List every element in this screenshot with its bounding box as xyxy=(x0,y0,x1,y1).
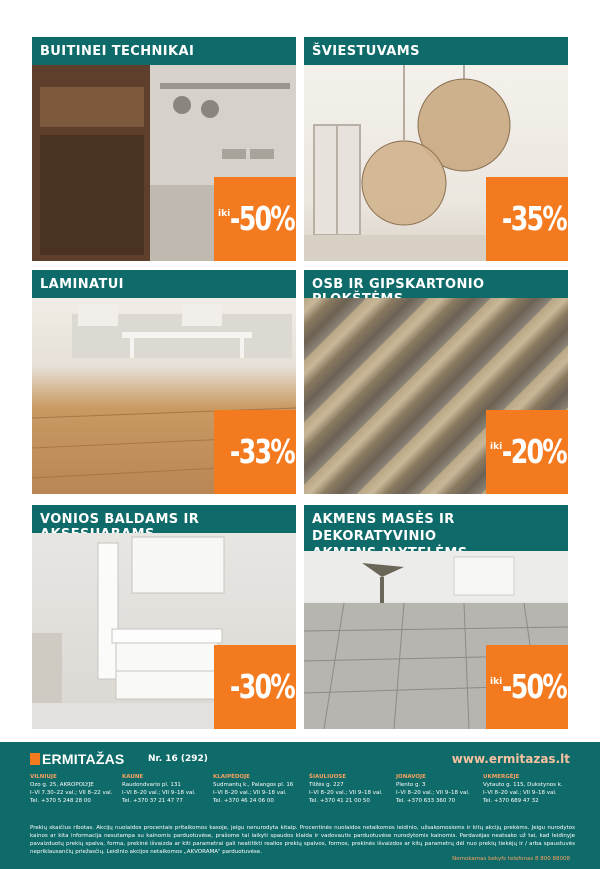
offer-title: BUITINEI TECHNIKAI xyxy=(32,37,296,65)
store-phone: Tel. +370 37 21 47 77 xyxy=(122,798,183,804)
store-item xyxy=(30,773,125,805)
store-address: Vytauto g. 115, Dukstynos k. xyxy=(483,782,563,788)
offer-card-lamps[interactable] xyxy=(304,37,568,261)
store-address: Tilžės g. 227 xyxy=(309,782,344,788)
website-link[interactable]: www.ermitazas.lt xyxy=(451,752,570,766)
logo-icon xyxy=(30,753,40,765)
store-address: Raudondvario pl. 131 xyxy=(122,782,181,788)
discount-value: -20% xyxy=(501,432,566,471)
store-city: VILNIUJE xyxy=(30,774,57,780)
store-phone: Tel. +370 46 24 06 00 xyxy=(213,798,274,804)
store-phone: Tel. +370 41 21 00 50 xyxy=(309,798,370,804)
discount-badge xyxy=(214,177,296,261)
discount-badge xyxy=(486,645,568,729)
store-city: KLAIPĖDOJE xyxy=(213,774,250,780)
store-hours: I–VI 7.30–22 val.; VII 8–22 val. xyxy=(30,790,113,796)
store-address: Plento g. 3 xyxy=(396,782,426,788)
store-hours: I–VI 8–20 val.; VII 9–18 val. xyxy=(309,790,383,796)
discount-badge xyxy=(486,410,568,494)
offer-title: LAMINATUI xyxy=(32,270,296,298)
offer-title xyxy=(304,505,568,551)
offer-title-line-1: AKMENS MASĖS IR DEKORATYVINIO xyxy=(312,512,455,544)
store-city: UKMERGĖJE xyxy=(483,774,520,780)
store-hours: I–VI 8–20 val.; VII 9–18 val. xyxy=(213,790,287,796)
brand-logo: ERMITAŽAS xyxy=(42,751,125,767)
offer-card-bathroom[interactable] xyxy=(32,505,296,729)
store-address: Ozo g. 25, AKROPOLYJE xyxy=(30,782,94,788)
discount-value: -30% xyxy=(229,667,294,706)
store-city: ŠIAULIUOSE xyxy=(309,774,346,780)
offer-card-laminate[interactable] xyxy=(32,270,296,494)
discount-prefix: iki xyxy=(490,677,503,687)
offer-title: OSB IR GIPSKARTONIO xyxy=(304,270,568,298)
store-city: KAUNE xyxy=(122,774,144,780)
store-item xyxy=(309,773,404,805)
store-item xyxy=(396,773,491,805)
discount-prefix: iki xyxy=(490,442,503,452)
offer-title: VONIOS BALDAMS IR xyxy=(32,505,296,533)
offer-card-appliances[interactable] xyxy=(32,37,296,261)
store-item xyxy=(483,773,578,805)
store-phone: Tel. +370 633 360 70 xyxy=(396,798,456,804)
disclaimer-text: Prekių skaičius ribotas. Akcijų nuolaidos procentais pritaikomos kasoje, jeigu nenurodyta kitaip. Procentinės nuolaidos netaikomos leidinio, užsakomosioms ir kitų akcijų prekėms. Jeigu nurodytos kainos ar kita informacija nesutampa su kainomis parduotuvėse, prašome tai laikyti spaudos klaida ir vadovautis parduotuvėse nurodytomis kainomis. Pardavėjas neatsako už tai, kad leidinyje pavaizduotų prekių spalva, forma, prekinė išvaizda ar kiti parametrai gali neatitikti realios prekių spalvos, formos, prekinės išvaizdos ar kitų parametrų dėl nuo prekių tiekėjų ir / arba spaustuvės nepriklausančių priežasčių. Leidinio akcijos netaikomos „AKVORAMA" parduotuvėse. xyxy=(30,825,575,855)
discount-value: -33% xyxy=(229,432,294,471)
store-item xyxy=(122,773,217,805)
discount-prefix: iki xyxy=(218,209,231,219)
store-hours: I–VI 8–20 val.; VII 9–18 val. xyxy=(396,790,470,796)
issue-number: Nr. 16 (292) xyxy=(148,754,208,764)
store-address: Sudmantų k., Palangos pl. 16 xyxy=(213,782,294,788)
store-city: JONAVOJE xyxy=(396,774,426,780)
store-item xyxy=(213,773,308,805)
discount-badge xyxy=(486,177,568,261)
discount-value: -50% xyxy=(501,667,566,706)
offer-card-osb[interactable] xyxy=(304,270,568,494)
offer-title: ŠVIESTUVAMS xyxy=(304,37,568,65)
footer xyxy=(0,742,600,869)
hotline-text: Nemokamas bekyfs telefonas 8 800 88008 xyxy=(452,856,570,862)
discount-badge xyxy=(214,645,296,729)
discount-badge xyxy=(214,410,296,494)
store-phone: Tel. +370 689 47 32 xyxy=(483,798,539,804)
store-hours: I–VI 8–20 val.; VII 9–18 val. xyxy=(483,790,557,796)
discount-value: -50% xyxy=(229,199,294,238)
discount-value: -35% xyxy=(501,199,566,238)
offer-card-stone-tiles[interactable] xyxy=(304,505,568,729)
store-hours: I–VI 8–20 val.; VII 9–18 val. xyxy=(122,790,196,796)
store-list xyxy=(30,773,575,821)
store-phone: Tel. +370 5 248 28 00 xyxy=(30,798,91,804)
